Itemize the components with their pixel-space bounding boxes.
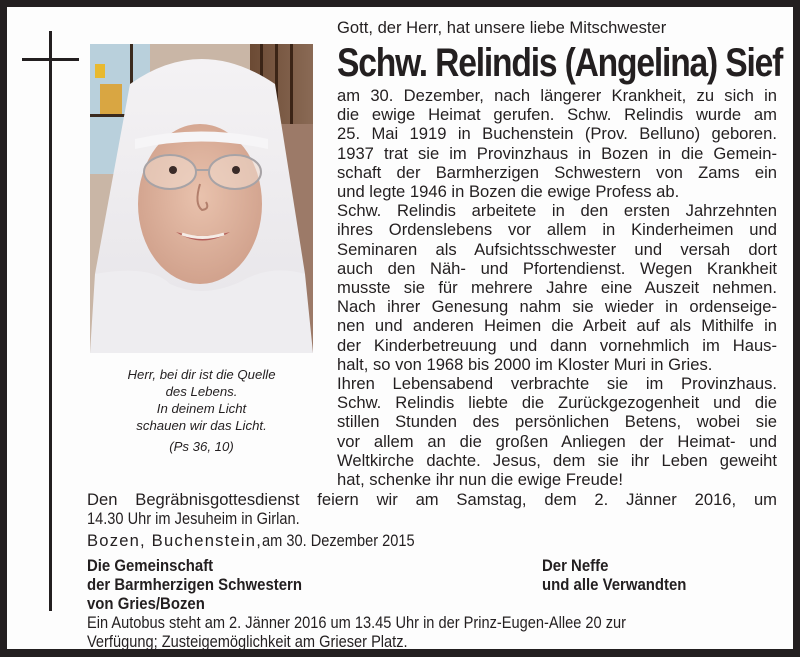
biography-line: am 30. Dezember, nach längerer Krankheit, zu sich in: [337, 86, 777, 105]
biography-line: die ewige Heimat gerufen. Schw. Relindis wurde am: [337, 105, 777, 125]
place-and-date: [87, 531, 435, 550]
biography-line: Seminaren als Aufsichtsschwester und versah dort: [337, 239, 777, 259]
biography-line: der Kinderbetreuung und dann vornehmlich im Haus-: [337, 335, 777, 355]
funeral-line: 14.30 Uhr im Jesuheim in Girlan.: [87, 509, 300, 529]
places: Bozen, Buchenstein,: [87, 531, 263, 550]
biography-line: halt, so von 1968 bis 2000 im Kloster Muri in Gries.: [337, 354, 713, 374]
biography-line: und legte 1946 in Bozen die ewige Profess ab.: [337, 182, 680, 202]
biography-line: nen und anderen Heimen die Arbeit auf als Mithilfe in: [337, 316, 777, 336]
biography-line: vor allem an die großen Anliegen der Heimat- und: [337, 431, 777, 451]
biography-line: musste sie für mehrere Jahre eine Auszeit nehmen.: [337, 278, 777, 298]
biography-line: hat, schenke ihr nun die ewige Freude!: [337, 470, 623, 490]
quote-line: des Lebens.: [165, 384, 238, 399]
biography-line: Ihren Lebensabend verbrachte sie im Provinzhaus.: [337, 374, 777, 394]
scripture-quote: [90, 366, 313, 455]
biography-line: auch den Näh- und Pfortendienst. Wegen Krankheit: [337, 258, 777, 278]
biography-line: schaft der Barmherzigen Schwestern von Zams ein: [337, 162, 777, 182]
biography-line: Schw. Relindis liebte die Zurückgezogenheit und die: [337, 393, 777, 413]
biography-line: Schw. Relindis arbeitete in den ersten Jahrzehnten: [337, 201, 777, 221]
biography-text: [337, 86, 777, 489]
biography-line: Weltkirche dachte. Jesus, dem sie ihr Leben geweiht: [337, 450, 777, 470]
quote-line: In deinem Licht: [156, 401, 247, 416]
bus-info: [87, 613, 773, 651]
portrait-photo: [90, 44, 313, 353]
biography-line: stillen Stunden des persönlichen Betens, wobei sie: [337, 412, 777, 432]
mourner-line: Die Gemeinschaft: [87, 556, 214, 575]
bus-line: Verfügung; Zusteigemöglichkeit am Grieser Platz.: [87, 632, 408, 651]
mourners-community: [87, 556, 302, 613]
mourner-line: von Gries/Bozen: [87, 594, 205, 613]
cross-icon-vertical-bar: [49, 31, 52, 611]
bus-line: Ein Autobus steht am 2. Jänner 2016 um 13.45 Uhr in der Prinz-Eugen-Allee 20 zur: [87, 613, 626, 632]
deceased-name: Schw. Relindis (Angelina) Sief: [337, 41, 783, 85]
nun-portrait-image: [90, 44, 313, 353]
mourner-line: der Barmherzigen Schwestern: [87, 575, 302, 594]
date: am 30. Dezember 2015: [262, 531, 415, 550]
quote-reference: (Ps 36, 10): [169, 439, 234, 454]
quote-line: schauen wir das Licht.: [136, 418, 267, 433]
biography-line: 25. Mai 1919 in Buchenstein (Prov. Belluno) geboren.: [337, 124, 777, 144]
mourner-line: und alle Verwandten: [542, 575, 687, 594]
mourners-family: [542, 556, 686, 594]
biography-line: 1937 trat sie im Provinzhaus in Bozen in die Gemein-: [337, 143, 777, 163]
mourner-line: Der Neffe: [542, 556, 609, 575]
cross-icon-horizontal-bar: [22, 58, 79, 61]
obituary-notice: [7, 7, 793, 649]
funeral-line: Den Begräbnisgottesdienst feiern wir am Samstag, dem 2. Jänner 2016, um: [87, 490, 777, 509]
intro-text: Gott, der Herr, hat unsere liebe Mitschwester: [337, 18, 667, 37]
biography-line: Nach ihrer Genesung nahm sie wieder in ordenseige-: [337, 297, 777, 317]
biography-line: ihres Ordenslebens vor allem in Kinderheimen und: [337, 220, 777, 240]
funeral-service-info: [87, 490, 777, 528]
quote-line: Herr, bei dir ist die Quelle: [127, 367, 276, 382]
